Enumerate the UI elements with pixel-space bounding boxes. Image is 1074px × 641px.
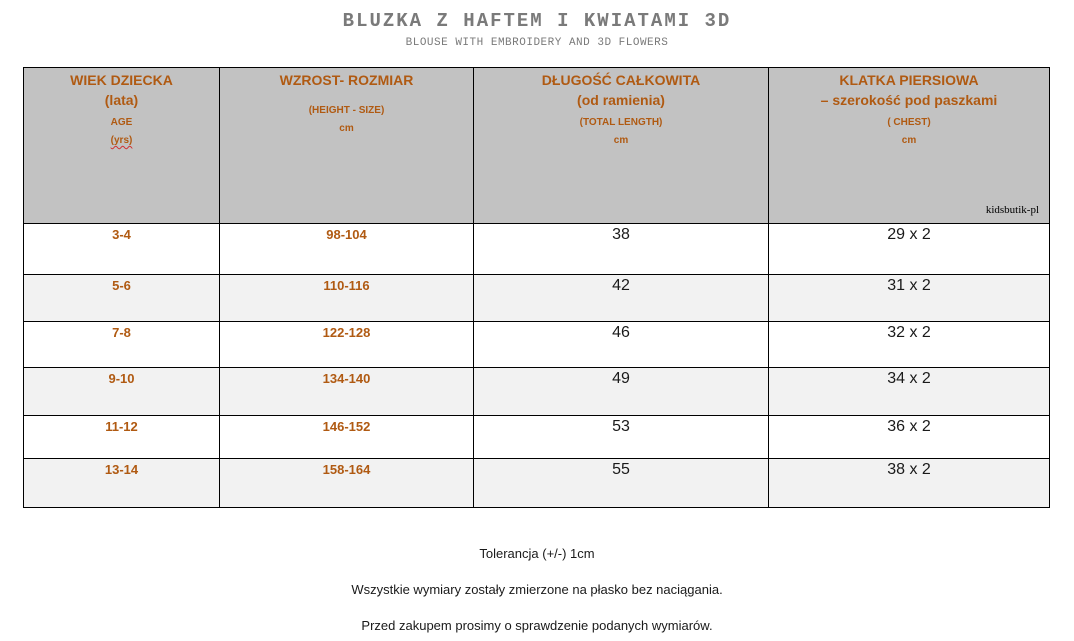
- table-row: [24, 459, 1050, 508]
- column-header-english: (HEIGHT - SIZE): [308, 105, 385, 116]
- cell-chest: 36 x 2: [769, 416, 1050, 459]
- column-header-unit: (yrs): [110, 135, 133, 146]
- cell-length: 46: [474, 322, 769, 368]
- column-header-title: KLATKA PIERSIOWA: [839, 72, 979, 88]
- column-header-english: (TOTAL LENGTH): [579, 117, 663, 128]
- check-dimensions-note: Przed zakupem prosimy o sprawdzenie podanych wymiarów.: [361, 618, 713, 633]
- column-header-english: ( CHEST): [887, 117, 931, 128]
- tolerance-note: Tolerancja (+/-) 1cm: [479, 546, 595, 561]
- column-header-subtitle: (lata): [104, 92, 139, 108]
- column-header-age: [24, 68, 220, 224]
- column-header-title: WIEK DZIECKA: [70, 72, 173, 88]
- cell-chest: 31 x 2: [769, 275, 1050, 322]
- cell-chest: 34 x 2: [769, 368, 1050, 416]
- table-row: [24, 224, 1050, 275]
- page-title: BLUZKA Z HAFTEM I KWIATAMI 3D: [342, 10, 732, 32]
- measurement-note: Wszystkie wymiary zostały zmierzone na płasko bez naciągania.: [351, 582, 723, 597]
- cell-height: 146-152: [220, 416, 474, 459]
- size-table: [23, 67, 1050, 508]
- table-row: [24, 322, 1050, 368]
- column-header-length: [474, 68, 769, 224]
- cell-chest: 32 x 2: [769, 322, 1050, 368]
- cell-age: 9-10: [24, 368, 220, 416]
- cell-age: 11-12: [24, 416, 220, 459]
- column-header-height: [220, 68, 474, 224]
- cell-age: 7-8: [24, 322, 220, 368]
- cell-length: 55: [474, 459, 769, 508]
- column-header-unit: cm: [901, 135, 917, 146]
- brand-watermark: kidsbutik-pl: [985, 204, 1039, 216]
- column-header-chest: [769, 68, 1050, 224]
- cell-chest: 29 x 2: [769, 224, 1050, 275]
- cell-age: 3-4: [24, 224, 220, 275]
- column-header-unit: cm: [613, 135, 629, 146]
- page-subtitle: BLOUSE WITH EMBROIDERY AND 3D FLOWERS: [405, 37, 669, 49]
- cell-length: 38: [474, 224, 769, 275]
- table-header-row: [24, 68, 1050, 224]
- cell-height: 158-164: [220, 459, 474, 508]
- cell-height: 122-128: [220, 322, 474, 368]
- cell-age: 13-14: [24, 459, 220, 508]
- cell-length: 53: [474, 416, 769, 459]
- column-header-subtitle: (od ramienia): [577, 92, 665, 108]
- cell-height: 98-104: [220, 224, 474, 275]
- table-row: [24, 416, 1050, 459]
- table-row: [24, 275, 1050, 322]
- cell-length: 49: [474, 368, 769, 416]
- column-header-title: WZROST- ROZMIAR: [279, 72, 414, 88]
- table-row: [24, 368, 1050, 416]
- column-header-unit: cm: [339, 123, 354, 134]
- column-header-english: AGE: [110, 117, 133, 128]
- cell-age: 5-6: [24, 275, 220, 322]
- cell-height: 134-140: [220, 368, 474, 416]
- cell-chest: 38 x 2: [769, 459, 1050, 508]
- column-header-subtitle: – szerokość pod paszkami: [820, 92, 998, 108]
- cell-length: 42: [474, 275, 769, 322]
- cell-height: 110-116: [220, 275, 474, 322]
- column-header-title: DŁUGOŚĆ CAŁKOWITA: [541, 72, 701, 88]
